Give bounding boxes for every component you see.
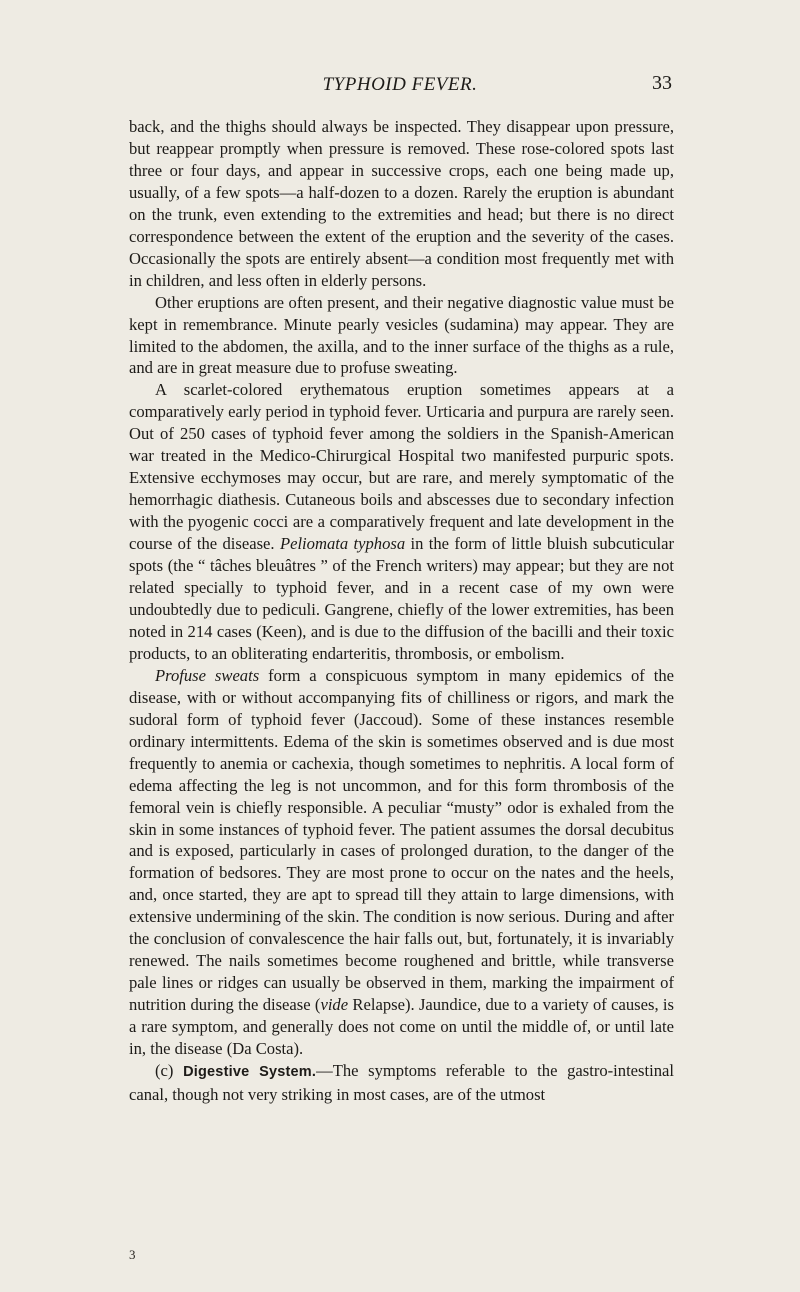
section-heading: Digestive System. <box>183 1063 317 1080</box>
section-label: (c) <box>155 1060 174 1080</box>
paragraph-profuse-sweats <box>129 665 674 1060</box>
paragraph-rose-spots <box>129 116 674 292</box>
term-vide: vide <box>320 995 349 1015</box>
paragraph-other-eruptions <box>129 292 674 380</box>
term-profuse-sweats: Profuse sweats <box>155 665 260 685</box>
paragraph-text: —The symptoms referable to the gastro-intestinal canal, though not very striking in most cases, are of the utmost <box>129 1060 674 1104</box>
page-number: 33 <box>652 72 672 94</box>
term-peliomata: Peliomata typhosa <box>279 534 406 554</box>
signature-mark: 3 <box>129 1247 136 1262</box>
body-text <box>129 116 674 1106</box>
paragraph-text: A scarlet-colored erythematous eruption sometimes appears at a comparatively early period in typhoid fever. Urticaria and purpura are rarely seen. Out of 250 cases of typhoid fever among the soldiers in the Spanish-American war treated in the Medico-Chirurgical Hospital two manifested purpuric spots. Extensive ecchymoses may occur, but are rare, and merely symptomatic of the hemorrhagic diathesis. Cutaneous boils and abscesses due to secondary infection with the pyogenic cocci are a comparatively frequent and late development in the course of the disease. <box>129 380 674 554</box>
running-title: TYPHOID FEVER. <box>322 74 478 95</box>
paragraph-digestive-system <box>129 1060 674 1106</box>
paragraph-text: in the form of little bluish subcuticular spots (the “ tâches bleuâtres ” of the French writers) may appear; but they are not related specially to typhoid fever, and in a recent case of my own were undoubtedly due to pediculi. Gangrene, chiefly of the lower extremities, has been noted in 214 cases (Keen), and is due to the diffusion of the bacilli and their toxic products, to an obliterating endarteritis, thrombosis, or embolism. <box>129 534 675 663</box>
paragraph-text: form a conspicuous symptom in many epidemics of the disease, with or without accompanying fits of chilliness or rigors, and mark the sudoral form of typhoid fever (Jaccoud). Some of these instances resemble ordinary intermittents. Edema of the skin is sometimes observed and is due most frequently to anemia or cachexia, though sometimes to nephritis. A local form of edema affecting the leg is not uncommon, and for this form thrombosis of the femoral vein is chiefly responsible. A peculiar “musty” odor is exhaled from the skin in some instances of typhoid fever. The patient assumes the dorsal decubitus and is exposed, particularly in cases of prolonged duration, to the danger of the formation of bedsores. They are most prone to occur on the nates and the heels, and, once started, they are apt to spread till they attain to large dimensions, with extensive undermining of the skin. The condition is now serious. During and after the conclusion of convalescence the hair falls out, but, fortunately, it is invariably renewed. The nails sometimes become roughened and brittle, while transverse pale lines or ridges can usually be observed in them, marking the impairment of nutrition during the disease ( <box>129 665 674 1015</box>
paragraph-erythematous-eruption <box>129 379 674 664</box>
paragraph-text: back, and the thighs should always be inspected. They disappear upon pressure, but reappear promptly when pressure is removed. These rose-colored spots last three or four days, and appear in successive crops, each one being made up, usually, of a few spots—a half-dozen to a dozen. Rarely the eruption is abundant on the trunk, even extending to the extremities and head; but there is no direct correspondence between the extent of the eruption and the severity of the cases. Occasionally the spots are entirely absent—a condition most frequently met with in children, and less often in elderly persons. <box>129 117 674 290</box>
running-header <box>0 72 800 102</box>
paragraph-text: Relapse). Jaundice, due to a variety of causes, is a rare symptom, and generally does not come on until the middle of, or until late in, the disease (Da Costa). <box>129 995 674 1059</box>
paragraph-text: Other eruptions are often present, and their negative diagnostic value must be kept in remembrance. Minute pearly vesicles (sudamina) may appear. They are limited to the abdomen, the axilla, and to the inner surface of the thighs as a rule, and are in great measure due to profuse sweating. <box>129 292 674 378</box>
